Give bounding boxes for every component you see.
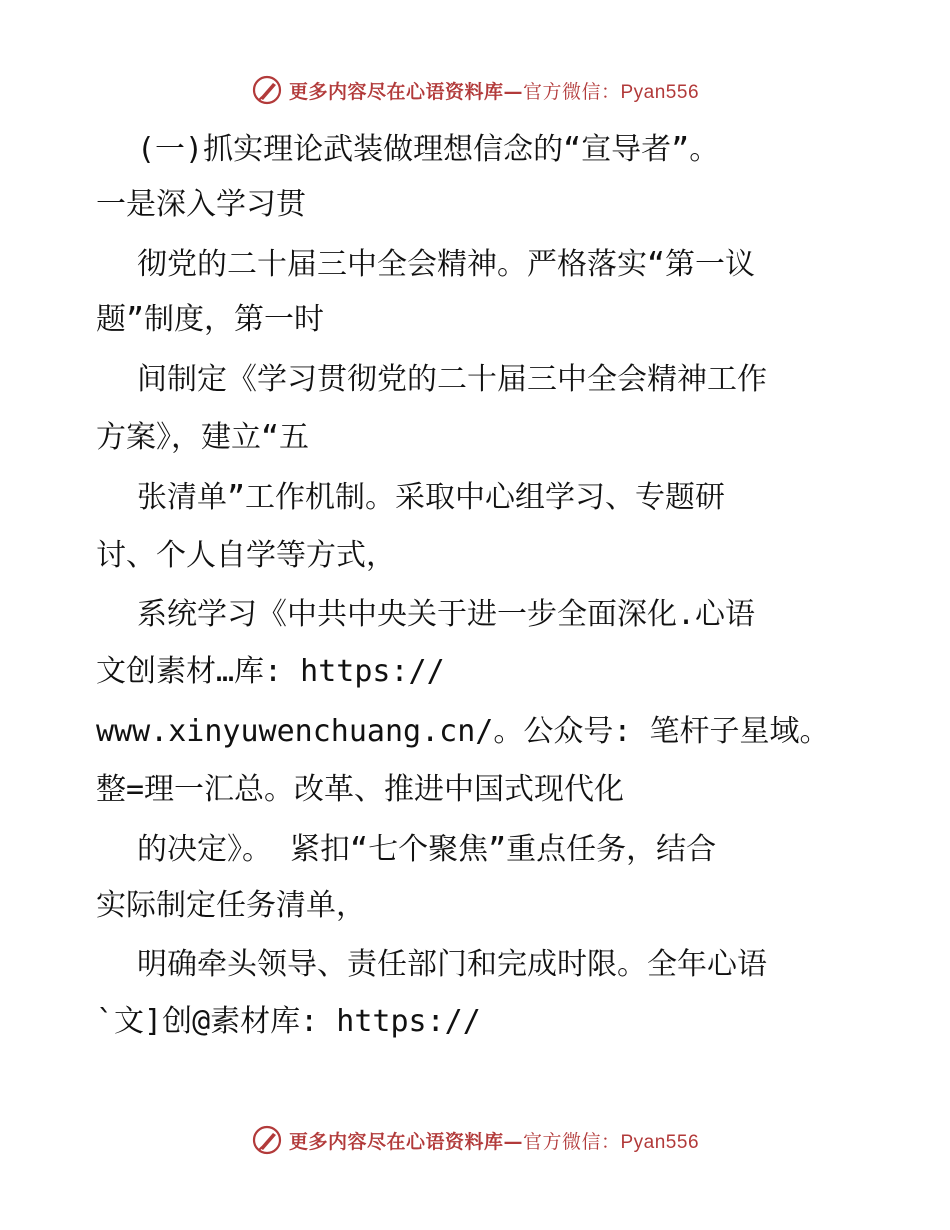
text-line: www.xinyuwenchuang.cn/。公众号: 笔杆子星域。 xyxy=(96,714,830,749)
text-line: 的决定》。 紧扣“七个聚焦”重点任务，结合 xyxy=(137,832,717,867)
text-line: (一)抓实理论武装做理想信念的“宣导者”。 xyxy=(137,132,720,167)
banner-text: 更多内容尽在心语资料库—官方微信：Pyan556 xyxy=(288,1130,700,1153)
text-line: 系统学习《中共中央关于进一步全面深化.心语 xyxy=(137,597,756,632)
text-line: 彻党的二十届三中全会精神。严格落实“第一议 xyxy=(137,247,756,282)
quill-logo-icon xyxy=(251,1124,283,1156)
text-line: 讨、个人自学等方式， xyxy=(96,538,396,573)
text-line: 题”制度，第一时 xyxy=(96,302,325,337)
text-line: 张清单”工作机制。采取中心组学习、专题研 xyxy=(137,480,726,515)
quill-logo-icon xyxy=(251,74,283,106)
header-watermark xyxy=(0,70,950,110)
text-line: 实际制定任务清单， xyxy=(96,888,366,923)
footer-watermark xyxy=(0,1120,950,1160)
text-line: 明确牵头领导、责任部门和完成时限。全年心语 xyxy=(137,947,767,982)
text-line: 方案》，建立“五 xyxy=(96,420,310,455)
text-line: 间制定《学习贯彻党的二十届三中全会精神工作 xyxy=(137,362,767,397)
text-line: 文创素材…库: https:// xyxy=(96,654,445,689)
text-line: 一是深入学习贯 xyxy=(96,187,306,222)
banner-text: 更多内容尽在心语资料库—官方微信：Pyan556 xyxy=(288,80,700,103)
text-line: 整=理一汇总。改革、推进中国式现代化 xyxy=(96,772,625,807)
text-line: `文]创@素材库: https:// xyxy=(96,1004,481,1039)
